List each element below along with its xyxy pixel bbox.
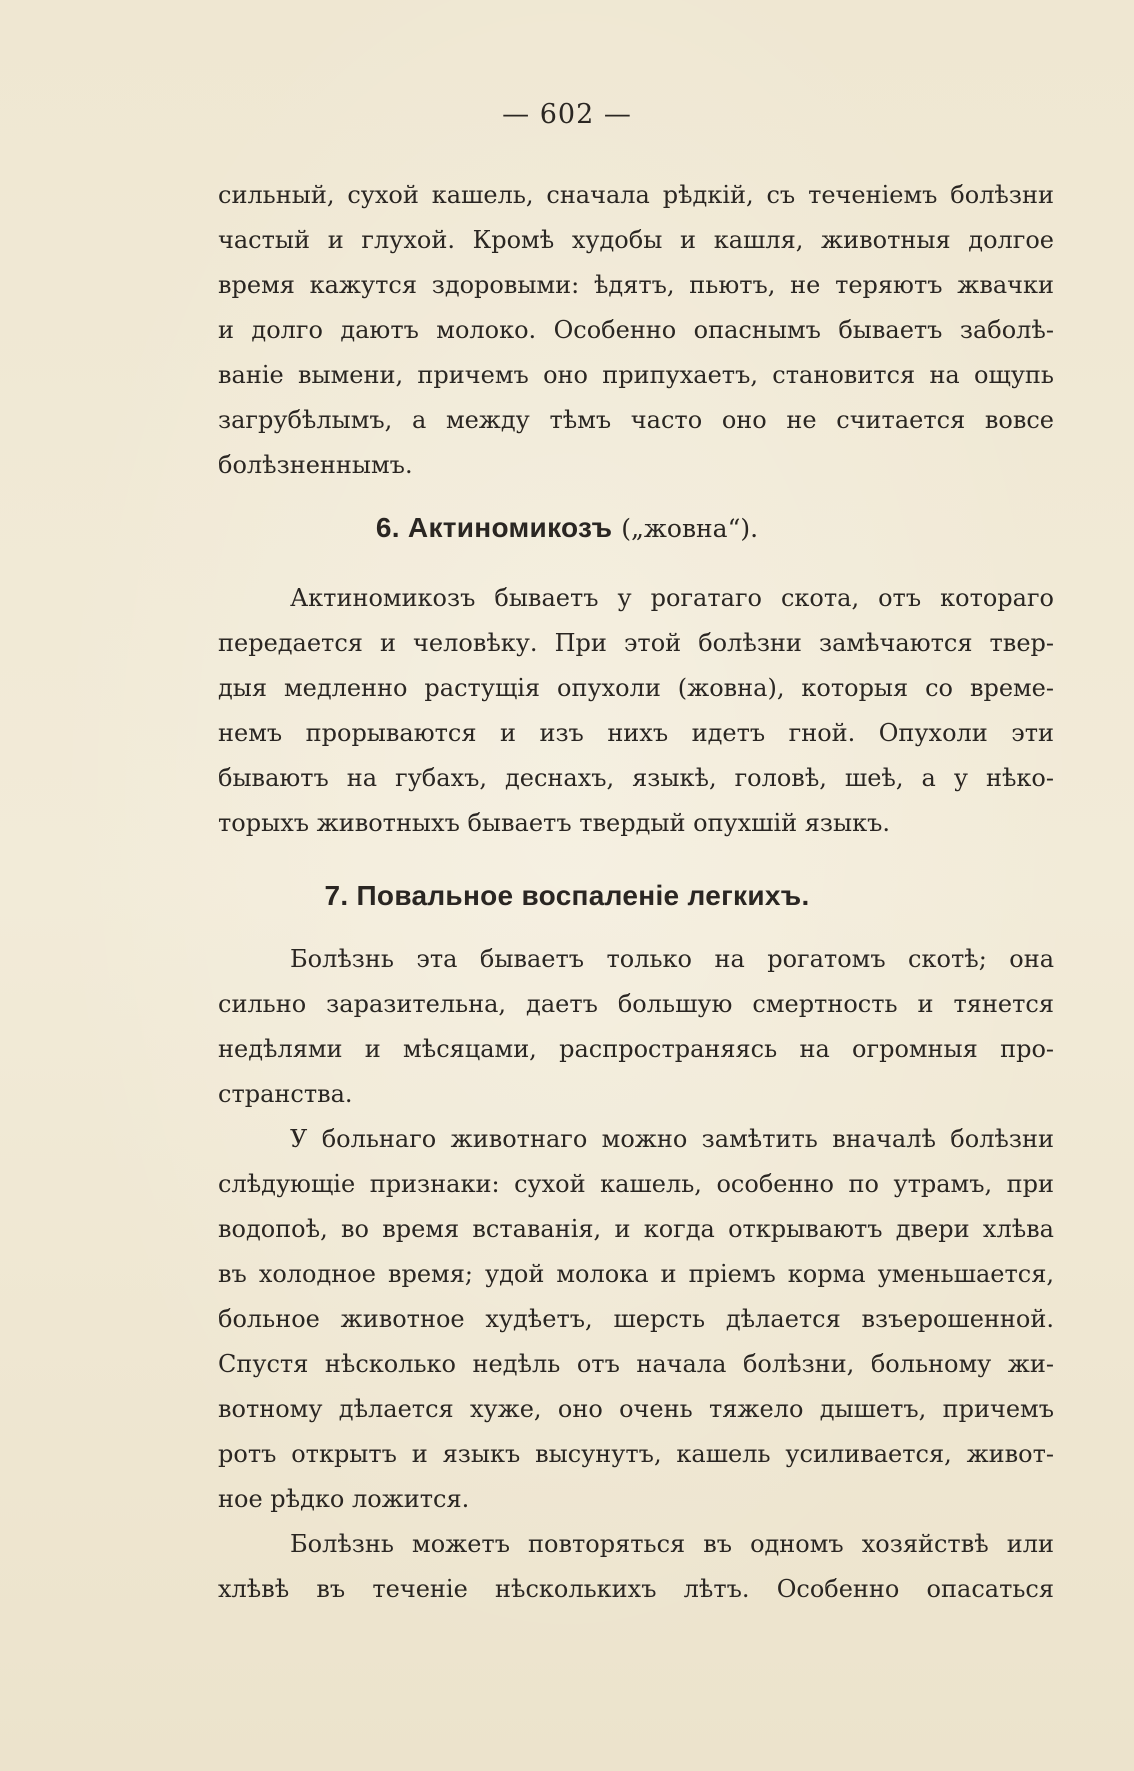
text-line: сильный, сухой кашель, сначала рѣдкій, съ теченіемъ болѣзни (218, 181, 1054, 209)
section-heading-pleuropneumonia (0, 876, 1134, 916)
paragraph-pleuropneumonia (218, 937, 1054, 1612)
section-heading-actinomycosis (0, 508, 1134, 549)
section-title: 6. Актиномикозъ (375, 512, 613, 543)
text-line: частый и глухой. Кромѣ худобы и кашля, животныя долгое (218, 226, 1054, 254)
text-line: У больнаго животнаго можно замѣтить вначалѣ болѣзни (290, 1125, 1054, 1153)
text-line: ротъ открытъ и языкъ высунутъ, кашель усиливается, живот- (218, 1440, 1054, 1468)
page-number: — 602 — (502, 99, 632, 130)
paragraph-actinomycosis (218, 576, 1054, 846)
text-line: больное животное худѣетъ, шерсть дѣлается взъерошенной. (218, 1305, 1054, 1333)
text-line: ваніе вымени, причемъ оно припухаетъ, становится на ощупь (218, 361, 1054, 389)
text-line: слѣдующіе признаки: сухой кашель, особенно по утрамъ, при (218, 1170, 1054, 1198)
text-line: торыхъ животныхъ бываетъ твердый опухшій языкъ. (218, 809, 891, 837)
section-title: 7. Повальное воспаленіе легкихъ. (324, 880, 810, 911)
paragraph-continued (218, 173, 1054, 488)
text-line: водопоѣ, во время вставанія, и когда открываютъ двери хлѣва (218, 1215, 1054, 1243)
text-line: болѣзненнымъ. (218, 451, 413, 479)
text-line: Актиномикозъ бываетъ у рогатаго скота, отъ котораго (290, 584, 1054, 612)
text-line: странства. (218, 1080, 353, 1108)
text-line: вотному дѣлается хуже, оно очень тяжело дышетъ, причемъ (218, 1395, 1054, 1423)
text-line: бываютъ на губахъ, деснахъ, языкѣ, головѣ, шеѣ, а у нѣко- (218, 764, 1054, 792)
text-line: время кажутся здоровыми: ѣдятъ, пьютъ, не теряютъ жвачки (218, 271, 1054, 299)
text-line: ное рѣдко ложится. (218, 1485, 470, 1513)
text-line: Спустя нѣсколько недѣль отъ начала болѣзни, больному жи- (218, 1350, 1054, 1378)
text-line: Болѣзнь эта бываетъ только на рогатомъ скотѣ; она (290, 945, 1054, 973)
text-line: передается и человѣку. При этой болѣзни замѣчаются твер- (218, 629, 1054, 657)
text-line: немъ прорываются и изъ нихъ идетъ гной. Опухоли эти (218, 719, 1054, 747)
text-line: въ холодное время; удой молока и пріемъ корма уменьшается, (218, 1260, 1054, 1288)
text-line: и долго даютъ молоко. Особенно опаснымъ бываетъ заболѣ- (218, 316, 1054, 344)
text-line: недѣлями и мѣсяцами, распространяясь на огромныя про- (218, 1035, 1054, 1063)
section-subtitle: („жовна“). (621, 514, 759, 543)
text-line: сильно заразительна, даетъ большую смертность и тянется (218, 990, 1054, 1018)
text-line: дыя медленно растущія опухоли (жовна), которыя со време- (218, 674, 1054, 702)
text-line: загрубѣлымъ, а между тѣмъ часто оно не считается вовсе (218, 406, 1054, 434)
text-line: хлѣвѣ въ теченіе нѣсколькихъ лѣтъ. Особенно опасаться (218, 1575, 1054, 1603)
text-line: Болѣзнь можетъ повторяться въ одномъ хозяйствѣ или (290, 1530, 1054, 1558)
